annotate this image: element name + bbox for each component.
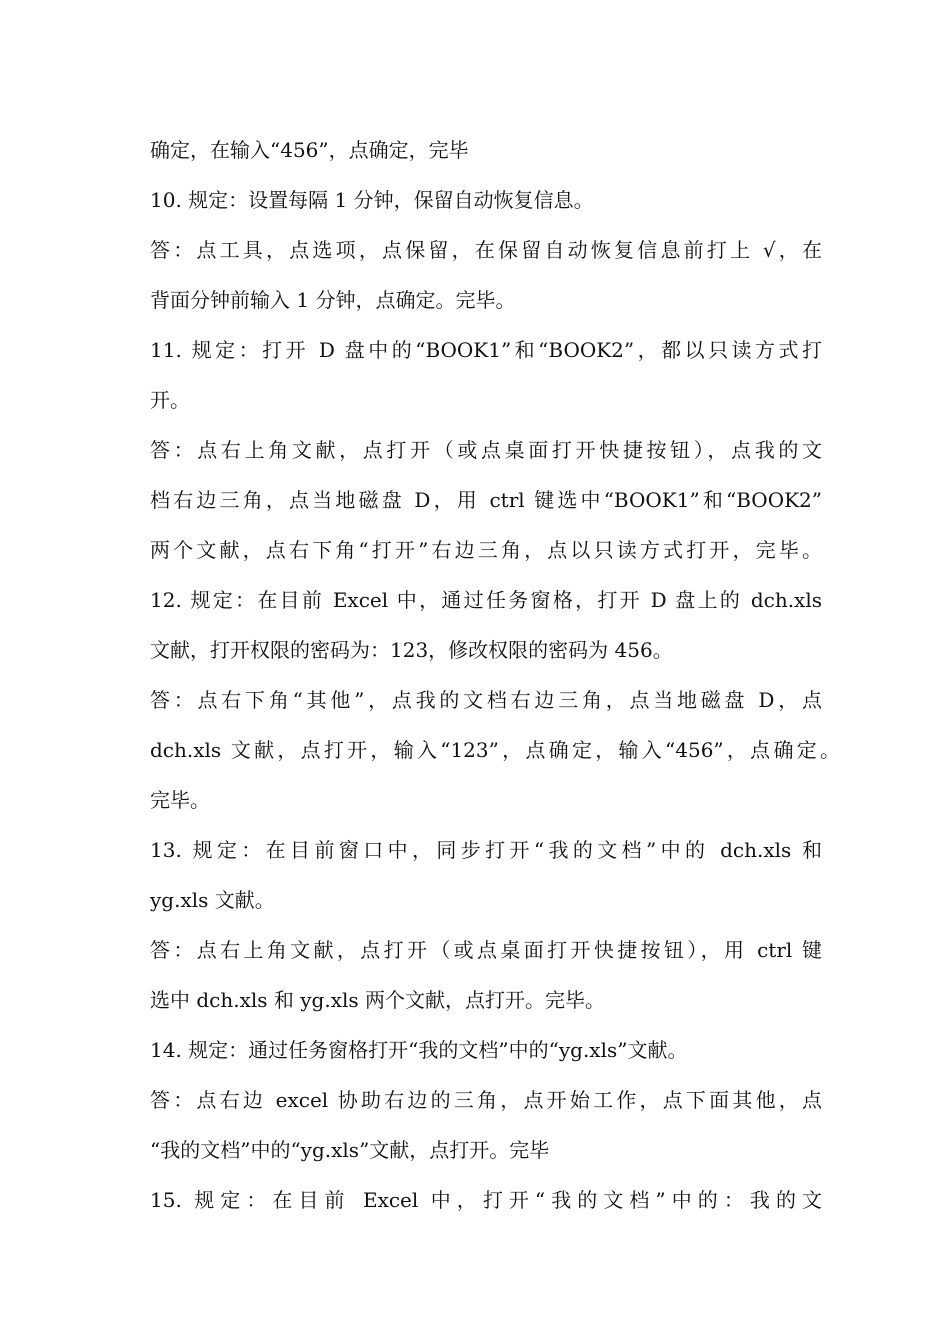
text-line-8: 档右边三角，点当地磁盘 D，用 ctrl 键选中“BOOK1”和“BOOK2” bbox=[150, 488, 822, 512]
text-line-12: 答：点右下角“其他”，点我的文档右边三角，点当地磁盘 D，点 bbox=[150, 688, 822, 712]
text-line-10: 12. 规定：在目前 Excel 中，通过任务窗格，打开 D 盘上的 dch.xls bbox=[150, 588, 822, 612]
text-line-16: yg.xls 文献。 bbox=[150, 888, 275, 912]
text-line-4: 背面分钟前输入 1 分钟，点确定。完毕。 bbox=[150, 288, 516, 312]
text-line-1: 确定，在输入“456”，点确定，完毕 bbox=[150, 138, 469, 162]
text-line-21: “我的文档”中的“yg.xls”文献，点打开。完毕 bbox=[150, 1138, 550, 1162]
text-line-17: 答：点右上角文献，点打开（或点桌面打开快捷按钮），用 ctrl 键 bbox=[150, 938, 822, 962]
text-line-13: dch.xls 文献，点打开，输入“123”，点确定，输入“456”，点确定。 bbox=[150, 738, 840, 762]
text-line-2: 10. 规定：设置每隔 1 分钟，保留自动恢复信息。 bbox=[150, 188, 594, 212]
text-line-9: 两个文献，点右下角“打开”右边三角，点以只读方式打开，完毕。 bbox=[150, 538, 822, 562]
text-line-18: 选中 dch.xls 和 yg.xls 两个文献，点打开。完毕。 bbox=[150, 988, 606, 1012]
text-line-11: 文献，打开权限的密码为：123，修改权限的密码为 456。 bbox=[150, 638, 673, 662]
text-line-15: 13. 规定：在目前窗口中，同步打开“我的文档”中的 dch.xls 和 bbox=[150, 838, 822, 862]
text-line-5: 11. 规定：打开 D 盘中的“BOOK1”和“BOOK2”，都以只读方式打 bbox=[150, 338, 822, 362]
text-line-19: 14. 规定：通过任务窗格打开“我的文档”中的“yg.xls”文献。 bbox=[150, 1038, 688, 1062]
text-line-22: 15. 规定：在目前 Excel 中，打开“我的文档”中的：我的文 bbox=[150, 1188, 822, 1212]
text-line-6: 开。 bbox=[150, 388, 190, 412]
text-line-20: 答：点右边 excel 协助右边的三角，点开始工作，点下面其他，点 bbox=[150, 1088, 822, 1112]
text-line-7: 答：点右上角文献，点打开（或点桌面打开快捷按钮），点我的文 bbox=[150, 438, 822, 462]
text-line-14: 完毕。 bbox=[150, 788, 210, 812]
text-line-3: 答：点工具，点选项，点保留，在保留自动恢复信息前打上 √，在 bbox=[150, 238, 822, 262]
